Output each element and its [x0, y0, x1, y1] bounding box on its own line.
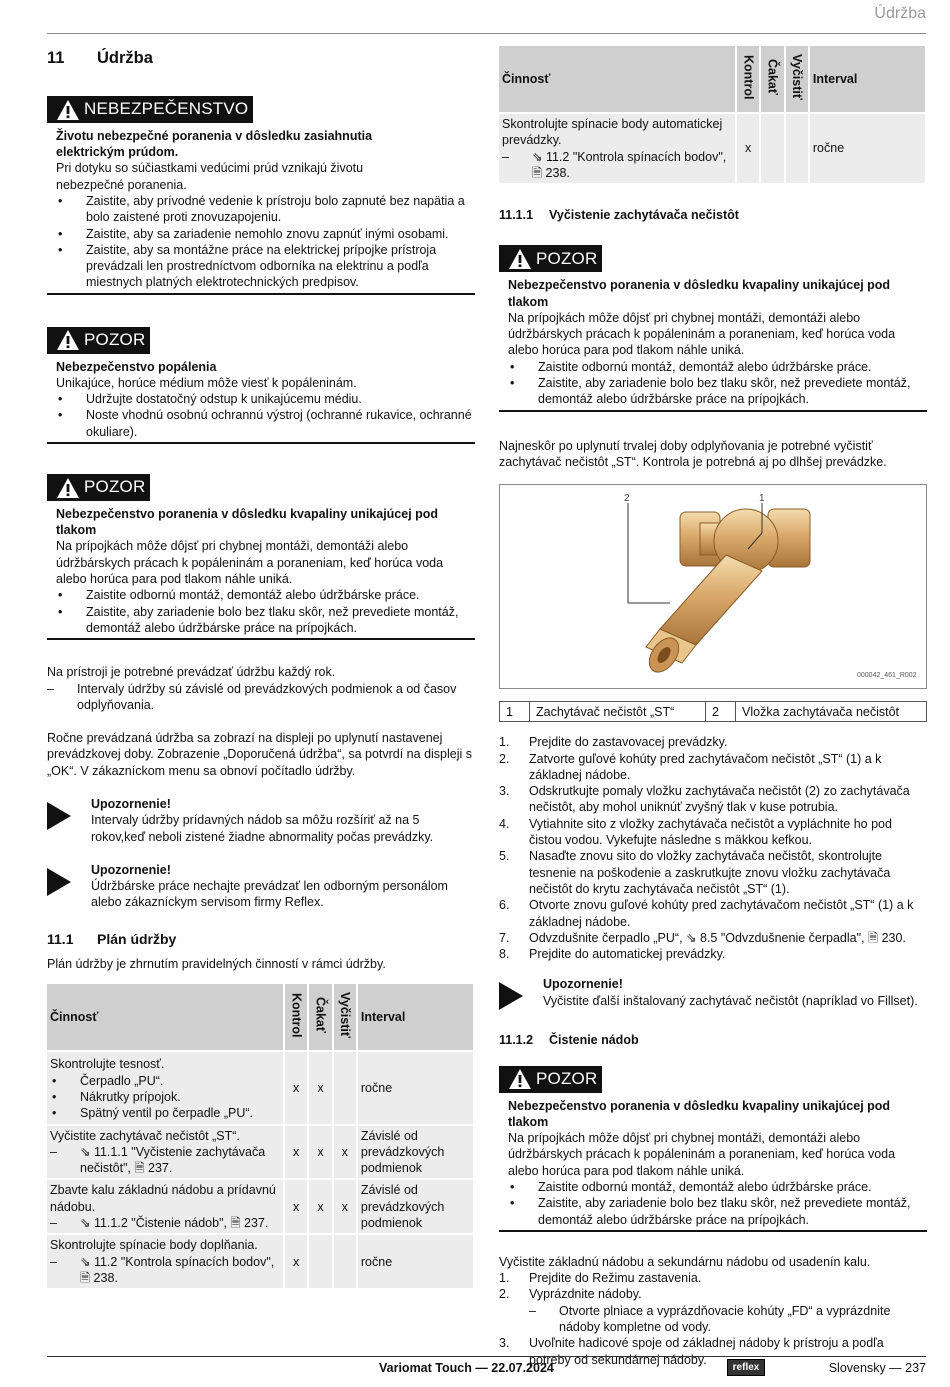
caution-badge-label: POZOR: [536, 248, 598, 268]
legend-text: Zachytávač nečistôt „ST“: [530, 702, 706, 722]
list-item: 1. Prejdite do Režimu zastavenia.: [499, 1271, 702, 1286]
footer-page: Slovensky — 237: [828, 1361, 926, 1375]
caution-text: Na prípojkách môže dôjsť pri chybnej montáži, demontáži alebo údržbárskych prácach k popáleninám a poraneniam, keď horúca voda alebo horúca para pod tlakom náhle uniká.: [508, 1131, 896, 1178]
column-header-cell: [285, 984, 307, 1050]
interval-cell: Závislé od prevádzkových podmienok: [358, 1126, 473, 1179]
cross-reference[interactable]: [50, 1144, 280, 1177]
warning-triangle-icon: [56, 329, 80, 351]
list-item: • Nákrutky prípojok.: [50, 1089, 280, 1105]
warning-triangle-icon: [56, 99, 80, 121]
subsection-title: Plán údržby: [97, 930, 177, 947]
subsection-heading: [499, 1032, 927, 1048]
list-item: • Zaistite, aby zariadenie bolo bez tlaku skôr, než prevediete montáž, demontáž alebo údržbárske práce na prípojkách.: [56, 604, 475, 637]
caution-burn-box: [47, 327, 475, 444]
danger-warning-box: [47, 96, 475, 295]
list-item: 3. Uvoľnite hadicové spoje od základnej nádoby k prístroju a podľa potreby od sekundárnej nádoby.: [499, 1336, 884, 1367]
list-item: • Zaistite, aby prívodné vedenie k prístroju bolo zapnuté bez napätia a bolo zaistené proti znovuzapojeniu.: [56, 193, 475, 226]
caution-title: Nebezpečenstvo poranenia v dôsledku kvapaliny unikajúcej pod tlakom: [508, 278, 891, 309]
strainer-steps: [499, 734, 927, 962]
legend-text: Vložka zachytávača nečistôt: [736, 702, 927, 722]
interval-cell: ročne: [810, 114, 925, 183]
list-item: • Zaistite, aby sa montážne práce na elektrickej prípojke prístroja prevádzali len prostredníctvom odborníka na elektrinu a podľa miestnych platných elektrotechnických predpisov.: [56, 242, 475, 291]
note-box: [499, 976, 927, 1010]
row-title: Zbavte kalu základnú nádobu a prídavnú nádobu.: [50, 1183, 276, 1214]
reference-text: 11.1.1 "Vyčistenie zachytávača nečistôt",: [80, 1144, 266, 1176]
legend-number: 2: [706, 702, 736, 722]
column-header-cell: [309, 984, 331, 1050]
clean-cell: [334, 1235, 356, 1288]
list-item: 8. Prejdite do automatickej prevádzky.: [499, 947, 726, 962]
column-header-cell: [737, 46, 759, 112]
reference-text: 11.2 "Kontrola spínacích bodov",: [545, 149, 727, 164]
wait-cell: [309, 1235, 331, 1288]
note-text: Intervaly údržby prídavných nádob sa môžu rozšíriť až na 5 rokov,keď neboli zistené žiadne abnormality počas prevádzky.: [91, 813, 434, 844]
cross-reference[interactable]: [50, 1254, 280, 1287]
left-column: [47, 44, 475, 1290]
caution-pressure-box: [499, 1066, 927, 1232]
header-divider: [47, 33, 926, 34]
plan-intro: Plán údržby je zhrnutím pravidelných činností v rámci údržby.: [47, 957, 386, 972]
vessel-steps: [499, 1270, 927, 1368]
subsection-title: Vyčistenie zachytávača nečistôt: [549, 208, 739, 223]
danger-bullets: [56, 193, 475, 291]
caution-badge: [47, 327, 150, 354]
right-column: [499, 44, 927, 1368]
caution-pressure-box: [499, 245, 927, 411]
list-item: 7. Odvzdušnite čerpadlo „PU“, ⇘ 8.5 "Odvzdušnenie čerpadla", 🗎 230.: [499, 930, 906, 945]
list-item: – Otvorte plniace a vyprázdňovacie kohúty „FD“ a vyprázdnite nádoby kompletne od vody.: [529, 1303, 927, 1336]
note-text: Vyčistite ďalší inštalovaný zachytávač nečistôt (napríklad vo Fillset).: [543, 993, 918, 1008]
figure-label-2: 2: [624, 493, 630, 505]
intro-paragraph: Ročne prevádzaná údržba sa zobrazí na displeji po uplynutí nastavenej prevádzkovej doby. Zobrazenie „Doporučená údržba“, sa potvrdí na displeji s „OK“. V zákazníckom menu sa obnoví počítadlo údržby.: [47, 731, 472, 778]
dirt-strainer-illustration: [500, 485, 928, 688]
table-row: [47, 1052, 473, 1123]
column-header-cell: [334, 984, 356, 1050]
clean-cell: [786, 114, 808, 183]
reference-arrow-icon: ⇘: [80, 1216, 94, 1231]
intro-paragraph: Na prístroji je potrebné prevádzať údržbu každý rok.: [47, 665, 336, 680]
wait-cell: x: [309, 1180, 331, 1233]
column-header-cell: [761, 46, 783, 112]
list-item: • Noste vhodnú osobnú ochrannú výstroj (ochranné rukavice, ochranné okuliare).: [56, 407, 475, 440]
reference-arrow-icon: ⇘: [686, 930, 700, 945]
column-header: Činnosť: [499, 46, 735, 112]
warning-triangle-icon: [508, 248, 532, 270]
interval-cell: ročne: [358, 1235, 473, 1288]
column-header: Čakať: [765, 58, 780, 95]
row-title: Skontrolujte spínacie body doplňania.: [50, 1238, 258, 1253]
cross-reference[interactable]: ⇘ 8.5 "Odvzdušnenie čerpadla", 🗎 230.: [686, 930, 906, 945]
table-row: [499, 114, 925, 183]
page-icon: 🗎: [230, 1216, 241, 1231]
subsection-title: Čistenie nádob: [549, 1033, 639, 1048]
cross-reference[interactable]: [50, 1215, 280, 1231]
caution-text: Na prípojkách môže dôjsť pri chybnej montáži, demontáži alebo údržbárskych prácach k popáleninám a poraneniam, keď horúca voda alebo horúca para pod tlakom náhle uniká.: [508, 310, 896, 358]
reference-arrow-icon: ⇘: [80, 1254, 94, 1269]
reference-text: 11.2 "Kontrola spínacích bodov",: [93, 1254, 275, 1269]
maintenance-plan-table-continued: [497, 44, 927, 185]
column-header: Činnosť: [47, 984, 283, 1050]
row-title: Skontrolujte spínacie body automatickej prevádzky.: [502, 117, 723, 148]
section-title: Údržba: [97, 49, 153, 67]
list-item: • Čerpadlo „PU“.: [50, 1073, 280, 1089]
wait-cell: [761, 114, 783, 183]
list-item: • Zaistite, aby zariadenie bolo bez tlaku skôr, než prevediete montáž, demontáž alebo údržbárske práce na prípojkách.: [508, 375, 927, 408]
note-title: Upozornenie!: [91, 797, 171, 811]
reflex-logo: reflex: [727, 1359, 765, 1376]
column-header: Kontrol: [741, 54, 756, 100]
table-row: [47, 1235, 473, 1288]
page-icon: 🗎: [532, 165, 543, 180]
strainer-figure: [499, 484, 927, 689]
danger-badge-label: NEBEZPEČENSTVO: [84, 99, 249, 119]
interval-cell: ročne: [358, 1052, 473, 1123]
column-header: Interval: [810, 46, 925, 112]
note-arrow-icon: [47, 802, 71, 830]
footer-divider: [47, 1356, 926, 1357]
page-icon: 🗎: [868, 930, 879, 945]
clean-cell: [334, 1052, 356, 1123]
column-header-cell: [786, 46, 808, 112]
list-item: 2. Zatvorte guľové kohúty pred zachytávačom nečistôt „ST“ (1) a k základnej nádobe.: [499, 751, 882, 782]
list-item: • Zaistite odbornú montáž, demontáž alebo údržbárske práce.: [56, 587, 475, 603]
interval-cell: Závislé od prevádzkových podmienok: [358, 1180, 473, 1233]
body-paragraph: Vyčistite základnú nádobu a sekundárnu nádobu od usadenín kalu.: [499, 1254, 871, 1269]
danger-text: Pri dotyku so súčiastkami vedúcimi prúd vznikajú životu nebezpečné poranenia.: [56, 161, 364, 192]
check-cell: x: [285, 1126, 307, 1179]
caution-pressure-box: [47, 474, 475, 640]
wait-cell: x: [309, 1126, 331, 1179]
reference-page: 238.: [93, 1270, 118, 1285]
check-cell: x: [285, 1052, 307, 1123]
list-item: 4. Vytiahnite sito z vložky zachytávača nečistôt a vypláchnite ho pod čistou vodou. Vykefujte následne s mäkkou kefkou.: [499, 816, 892, 848]
reference-page: 238.: [545, 165, 570, 180]
maintenance-plan-table: [45, 982, 475, 1290]
check-cell: x: [737, 114, 759, 183]
note-arrow-icon: [47, 868, 71, 896]
warning-triangle-icon: [508, 1068, 532, 1090]
row-title: Skontrolujte tesnosť.: [50, 1057, 165, 1072]
table-row: [500, 702, 927, 722]
legend-number: 1: [500, 702, 530, 722]
note-box: [47, 796, 475, 845]
caution-badge-label: POZOR: [84, 477, 146, 497]
table-row: [47, 1126, 473, 1179]
reference-text: 11.1.2 "Čistenie nádob",: [93, 1216, 227, 1231]
subsection-heading: [47, 931, 475, 947]
caution-badge: [499, 1066, 602, 1093]
wait-cell: x: [309, 1052, 331, 1123]
caution-text: Unikajúce, horúce médium môže viesť k popáleninám.: [56, 375, 357, 390]
figure-legend-table: [499, 701, 927, 722]
caution-badge: [47, 474, 150, 501]
column-header: Vyčistiť: [337, 992, 352, 1039]
list-item: • Zaistite odbornú montáž, demontáž alebo údržbárske práce.: [508, 359, 927, 375]
list-item: – Intervaly údržby sú závislé od prevádzkových podmienok a od časov odplyňovania.: [47, 681, 475, 714]
check-cell: x: [285, 1180, 307, 1233]
section-heading: [47, 50, 475, 70]
page-icon: 🗎: [80, 1270, 91, 1285]
intro-block: [47, 664, 475, 779]
list-item: 1. Prejdite do zastavovacej prevádzky.: [499, 735, 728, 750]
clean-cell: x: [334, 1126, 356, 1179]
list-item: 6. Otvorte znovu guľové kohúty pred zachytávačom nečistôt „ST“ (1) a k základnej nádobe.: [499, 898, 914, 929]
reference-arrow-icon: ⇘: [80, 1144, 94, 1159]
caution-text: Na prípojkách môže dôjsť pri chybnej montáži, demontáži alebo údržbárskych prácach k popáleninám a poraneniam, keď horúca voda alebo horúca para pod tlakom náhle uniká.: [56, 539, 444, 587]
column-header: Vyčistiť: [789, 53, 804, 100]
cross-reference[interactable]: [502, 149, 732, 182]
caution-badge-label: POZOR: [84, 330, 146, 350]
clean-cell: x: [334, 1180, 356, 1233]
caution-badge-label: POZOR: [536, 1069, 598, 1089]
note-title: Upozornenie!: [543, 977, 623, 992]
subsection-number: 11.1.2: [499, 1033, 534, 1048]
footer-product: Variomat Touch — 22.07.2024: [379, 1361, 554, 1375]
subsection-number: 11.1.1: [499, 208, 534, 223]
caution-title: Nebezpečenstvo popálenia: [56, 359, 217, 374]
note-title: Upozornenie!: [91, 862, 171, 877]
list-item: • Zaistite, aby sa zariadenie nemohlo znovu zapnúť inými osobami.: [56, 226, 475, 242]
list-item: • Zaistite odbornú montáž, demontáž alebo údržbárske práce.: [508, 1179, 927, 1195]
column-header: Čakať: [313, 997, 328, 1034]
list-item: • Udržujte dostatočný odstup k unikajúcemu médiu.: [56, 391, 475, 407]
table-row: [47, 1180, 473, 1233]
figure-code: 000042_461_R002: [857, 672, 917, 680]
danger-badge: [47, 96, 253, 123]
subsection-number: 11.1: [47, 930, 74, 947]
reference-page: 237.: [148, 1161, 173, 1176]
page-header-title: Údržba: [874, 5, 926, 22]
caution-title: Nebezpečenstvo poranenia v dôsledku kvapaliny unikajúcej pod tlakom: [56, 506, 439, 538]
list-item: 5. Nasaďte znovu sito do vložky zachytávača nečistôt, skontrolujte tesnenie na poškodenie a zaskrutkujte znovu vložku zachytávača nečistôt do krytu zachytávača nečistôt „ST“ (1).: [499, 849, 891, 896]
warning-triangle-icon: [56, 477, 80, 499]
caution-title: Nebezpečenstvo poranenia v dôsledku kvapaliny unikajúcej pod tlakom: [508, 1098, 891, 1129]
column-header: Interval: [358, 984, 473, 1050]
caution-bullets: [56, 391, 475, 440]
column-header: Kontrol: [289, 993, 304, 1038]
list-item: • Spätný ventil po čerpadle „PU“.: [50, 1105, 280, 1121]
section-number: 11: [47, 49, 65, 67]
caution-bullets: [56, 587, 475, 636]
list-item: • Zaistite, aby zariadenie bolo bez tlaku skôr, než prevediete montáž, demontáž alebo údržbárske práce na prípojkách.: [508, 1195, 927, 1228]
list-item: 3. Odskrutkujte pomaly vložku zachytávača nečistôt (2) zo zachytávača nečistôt, aby mohol uniknúť zvyšný tlak v kuse potrubia.: [499, 784, 910, 815]
reference-page: 237.: [244, 1216, 269, 1231]
note-box: [47, 862, 475, 911]
page-icon: 🗎: [134, 1161, 145, 1176]
subsection-heading: [499, 207, 927, 223]
caution-badge: [499, 245, 602, 272]
list-item: 2. Vyprázdnite nádoby. – Otvorte plniace a vyprázdňovacie kohúty „FD“ a vyprázdnite nádoby kompletne od vody.: [499, 1286, 927, 1335]
check-cell: x: [285, 1235, 307, 1288]
figure-label-1: 1: [759, 493, 765, 505]
body-paragraph: Najneskôr po uplynutí trvalej doby odplyňovania je potrebné vyčistiť zachytávač nečistôt „ST“. Kontrola je potrebná aj po dlhšej prevádzke.: [499, 438, 887, 469]
note-text: Údržbárske práce nechajte prevádzať len odborným personálom alebo zákazníckym servisom firmy Reflex.: [91, 879, 448, 910]
row-title: Vyčistite zachytávač nečistôt „ST“.: [50, 1128, 240, 1143]
reference-arrow-icon: ⇘: [532, 149, 546, 164]
note-arrow-icon: [499, 982, 523, 1010]
danger-title: Životu nebezpečné poranenia v dôsledku zasiahnutia elektrickým prúdom.: [56, 128, 373, 160]
